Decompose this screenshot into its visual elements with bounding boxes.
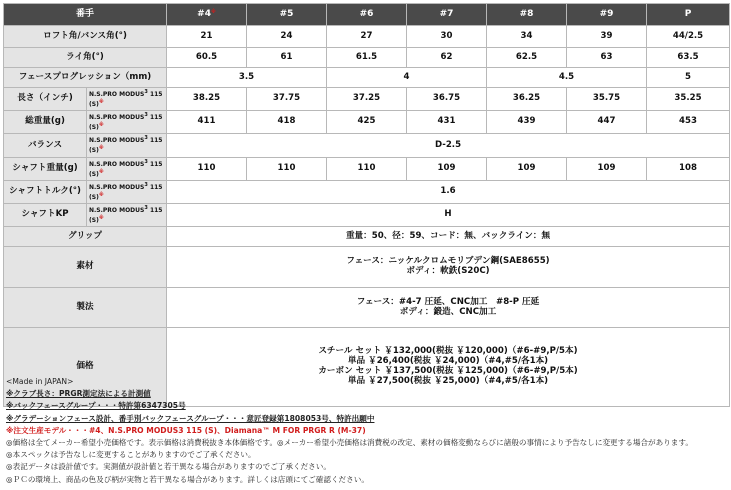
header-row — [4, 4, 730, 26]
shaft-weight-value: 110 — [327, 157, 407, 180]
shaft-weight-value: 108 — [647, 157, 730, 180]
lie-value: 63.5 — [647, 48, 730, 68]
progression-value: 4.5 — [487, 68, 647, 88]
length-value: 36.75 — [407, 88, 487, 111]
weight-value: 425 — [327, 111, 407, 134]
progression-value: 4 — [327, 68, 487, 88]
loft-value: 24 — [247, 26, 327, 48]
note-price: ◎価格は全てメーカー希望小売価格です。表示価格は消費税抜き本体価格です。◎メーカー希望小売価格は消費税の改定、素材の価格変動ならびに諸般の事情により予告なしに変更する場合があります。 — [6, 438, 693, 448]
shaft-weight-value: 109 — [567, 157, 647, 180]
lie-value: 60.5 — [167, 48, 247, 68]
header-col-8: #8 — [487, 4, 567, 26]
lie-value: 62 — [407, 48, 487, 68]
header-label: 番手 — [4, 4, 167, 26]
length-row — [4, 88, 730, 111]
length-label: 長さ（インチ) — [4, 88, 87, 111]
material-value — [167, 247, 730, 288]
shaft-weight-value: 110 — [167, 157, 247, 180]
loft-value: 21 — [167, 26, 247, 48]
lie-value: 62.5 — [487, 48, 567, 68]
shaft-weight-row — [4, 157, 730, 180]
loft-row — [4, 26, 730, 48]
shaft-weight-value: 109 — [487, 157, 567, 180]
loft-value: 27 — [327, 26, 407, 48]
length-value: 35.25 — [647, 88, 730, 111]
header-col-p: P — [647, 4, 730, 26]
shaft-weight-value: 110 — [247, 157, 327, 180]
note-patent: ※バックフェースグループ・・・特許第6347305号 — [6, 401, 186, 411]
material-face: フェース：ニッケルクロムモリブデン鋼(SAE8655) — [346, 256, 550, 267]
note-color: ◎ＰＣの環境上、商品の色及び柄が実物と若干異なる場合があります。詳しくは店頭にてご確認ください。 — [6, 474, 369, 484]
note-data: ◎表記データは設計値です。実測値が設計値と若干異なる場合がありますのでご了承ください。 — [6, 462, 331, 472]
loft-value: 44/2.5 — [647, 26, 730, 48]
progression-row — [4, 68, 730, 88]
header-col-7: #7 — [407, 4, 487, 26]
loft-value: 34 — [487, 26, 567, 48]
header-col-4: #4※ — [167, 4, 247, 26]
grip-label: グリップ — [4, 227, 167, 247]
method-value — [167, 288, 730, 328]
torque-row — [4, 180, 730, 203]
method-row — [4, 288, 730, 328]
shaft-name-cell: N.S.PRO MODUS$^3$ 115 (S)※ — [87, 180, 167, 203]
header-col-9: #9 — [567, 4, 647, 26]
progression-value: 3.5 — [167, 68, 327, 88]
shaft-weight-value: 109 — [407, 157, 487, 180]
length-value: 37.75 — [247, 88, 327, 111]
material-body: ボディ：軟鉄(S20C) — [406, 266, 490, 277]
balance-value: D-2.5 — [167, 134, 730, 157]
shaft-weight-label: シャフト重量(g) — [4, 157, 87, 180]
shaft-name-cell: N.S.PRO MODUS$^3$ 115 (S)※ — [87, 111, 167, 134]
price-steel-single: 単品 ￥26,400(税抜 ￥24,000)（#4,#5/各1本) — [347, 356, 549, 367]
torque-value: 1.6 — [167, 180, 730, 203]
spec-table — [3, 3, 730, 407]
price-steel-set: スチール セット ￥132,000(税抜 ￥120,000)（#6-#9,P/5本) — [318, 346, 578, 357]
progression-label: フェースプログレッション（mm) — [4, 68, 167, 88]
material-label: 素材 — [4, 247, 167, 288]
length-value: 37.25 — [327, 88, 407, 111]
material-row — [4, 247, 730, 288]
lie-value: 61 — [247, 48, 327, 68]
length-value: 38.25 — [167, 88, 247, 111]
note-length: ※クラブ長さ：PRGR測定法による計測値 — [6, 389, 151, 399]
weight-value: 411 — [167, 111, 247, 134]
weight-value: 418 — [247, 111, 327, 134]
grip-value: 重量：50、径：59、コード：無、バックライン：無 — [167, 227, 730, 247]
lie-value: 63 — [567, 48, 647, 68]
lie-value: 61.5 — [327, 48, 407, 68]
lie-row — [4, 48, 730, 68]
loft-value: 30 — [407, 26, 487, 48]
length-value: 35.75 — [567, 88, 647, 111]
note-design: ※グラデーションフェース設計、番手別バックフェースグループ・・・意匠登録第1808053号、特許出願中 — [6, 413, 375, 423]
weight-label: 総重量(g) — [4, 111, 87, 134]
note-origin: <Made in JAPAN> — [6, 377, 74, 386]
weight-value: 431 — [407, 111, 487, 134]
shaft-name-cell: N.S.PRO MODUS$^3$ 115 (S)※ — [87, 134, 167, 157]
length-value: 36.25 — [487, 88, 567, 111]
price-carbon-set: カーボン セット ￥137,500(税抜 ￥125,000)（#6-#9,P/5本) — [318, 366, 578, 377]
progression-value: 5 — [647, 68, 730, 88]
kp-row — [4, 203, 730, 226]
lie-label: ライ角(°) — [4, 48, 167, 68]
weight-value: 453 — [647, 111, 730, 134]
kp-label: シャフトKP — [4, 203, 87, 226]
weight-value: 439 — [487, 111, 567, 134]
weight-row — [4, 111, 730, 134]
weight-value: 447 — [567, 111, 647, 134]
note-spec: ◎本スペックは予告なしに変更することがありますのでご了承ください。 — [6, 450, 256, 460]
balance-label: バランス — [4, 134, 87, 157]
method-body: ボディ：鍛造、CNC加工 — [399, 306, 497, 317]
method-label: 製法 — [4, 288, 167, 328]
kp-value: H — [167, 203, 730, 226]
method-face: フェース：#4-7 圧延、CNC加工 #8-P 圧延 — [356, 296, 540, 307]
shaft-name-cell: N.S.PRO MODUS$^3$ 115 (S)※ — [87, 88, 167, 111]
price-label: 価格 — [4, 328, 167, 407]
shaft-name-cell: N.S.PRO MODUS$^3$ 115 (S)※ — [87, 203, 167, 226]
shaft-name-cell: N.S.PRO MODUS$^3$ 115 (S)※ — [87, 157, 167, 180]
loft-label: ロフト角/バンス角(°) — [4, 26, 167, 48]
note-order-model: ※注文生産モデル・・・#4、N.S.PRO MODUS3 115 (S)、Diamana™ M FOR PRGR R (M-37) — [6, 425, 366, 435]
grip-row — [4, 227, 730, 247]
notes-section — [6, 376, 726, 486]
header-col-5: #5 — [247, 4, 327, 26]
loft-value: 39 — [567, 26, 647, 48]
header-col-6: #6 — [327, 4, 407, 26]
torque-label: シャフトトルク(°) — [4, 180, 87, 203]
price-carbon-single: 単品 ￥27,500(税抜 ￥25,000)（#4,#5/各1本) — [347, 376, 549, 386]
balance-row — [4, 134, 730, 157]
